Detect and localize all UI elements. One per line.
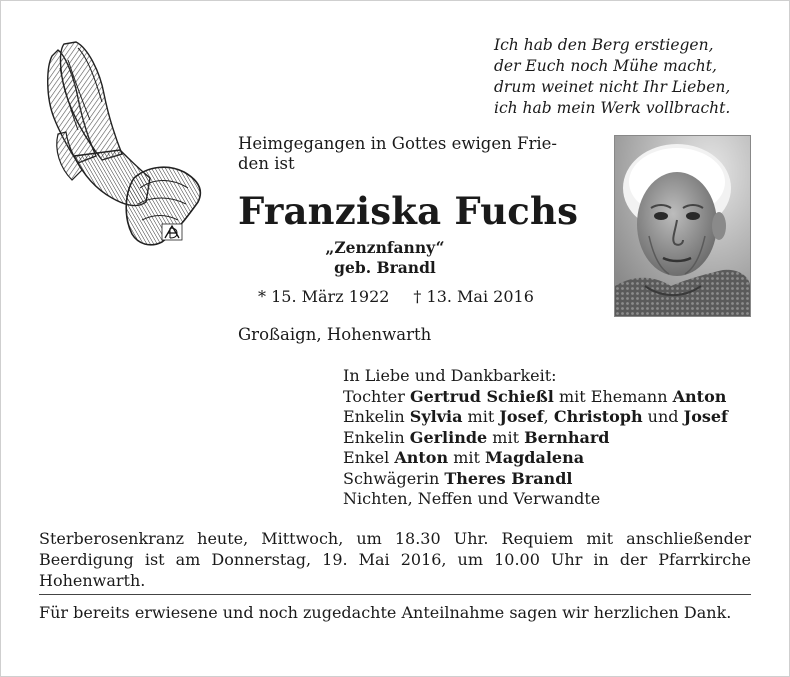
mourner-line — [343, 428, 763, 449]
mourner-name: Josef — [499, 407, 544, 426]
mourners-heading: In Liebe und Dankbarkeit: — [343, 366, 557, 385]
intro-text — [238, 134, 588, 174]
intro-line: Heimgegangen in Gottes ewigen Frie- — [238, 134, 557, 153]
mourner-relation: Tochter — [343, 386, 410, 406]
mourner-relation: , — [543, 407, 554, 426]
deceased-name: Franziska Fuchs — [238, 189, 579, 233]
mourner-name: Anton — [672, 386, 727, 406]
poem — [494, 35, 754, 119]
mourner-relation: und — [642, 407, 684, 426]
mourner-relation: Enkelin — [343, 407, 410, 426]
deceased-nickname: „Zenznfanny“ — [325, 238, 445, 257]
mourner-name: Magdalena — [485, 448, 585, 467]
life-dates — [258, 287, 534, 307]
mourner-name: Anton — [394, 448, 449, 467]
mourner-relation: mit Ehemann — [553, 386, 673, 406]
birth-date: * 15. März 1922 — [258, 287, 390, 306]
death-date: † 13. Mai 2016 — [413, 287, 534, 306]
mourner-name: Theres Brandl — [444, 468, 573, 488]
mourner-name: Gertrud Schießl — [409, 386, 554, 406]
mourner-relation: mit — [448, 448, 485, 467]
portrait-photo — [614, 135, 751, 317]
praying-hands-icon — [38, 38, 206, 248]
mourner-line — [343, 448, 763, 469]
thanks-note: Für bereits erwiesene und noch zugedachte Anteilnahme sagen wir herzlichen Dank. — [39, 603, 732, 622]
divider — [39, 594, 751, 595]
mourner-line — [343, 469, 763, 490]
mourner-name: Sylvia — [409, 407, 463, 426]
poem-line: Ich hab den Berg erstiegen, — [494, 36, 714, 54]
mourners-list — [343, 366, 763, 510]
poem-line: ich hab mein Werk vollbracht. — [494, 99, 731, 117]
durer-monogram-icon — [162, 224, 182, 240]
residence-place: Großaign, Hohenwarth — [238, 325, 432, 344]
mourner-name: Gerlinde — [409, 427, 488, 447]
mourner-line — [343, 489, 763, 510]
mourner-name: Bernhard — [524, 427, 610, 447]
portrait-image — [615, 136, 750, 316]
service-info: Sterberosenkranz heute, Mittwoch, um 18.30 Uhr. Requiem mit anschließender Beerdigung ist am Donnerstag, 19. Mai 2016, um 10.00 Uhr in der Pfarrkirche Hohenwarth. — [39, 529, 751, 590]
mourner-line — [343, 407, 763, 428]
intro-line: den ist — [238, 154, 295, 173]
mourner-relation: Nichten, Neffen und Verwandte — [343, 489, 601, 508]
mourner-line — [343, 387, 763, 408]
mourner-relation: mit — [487, 427, 525, 447]
mourner-relation: Enkel — [343, 448, 395, 467]
mourner-relation: Schwägerin — [343, 468, 445, 488]
mourner-relation: mit — [462, 407, 500, 426]
mourner-name: Josef — [683, 407, 728, 426]
poem-line: drum weinet nicht Ihr Lieben, — [494, 78, 731, 96]
deceased-birth-name: geb. Brandl — [334, 258, 436, 277]
mourner-relation: Enkelin — [343, 427, 410, 447]
poem-line: der Euch noch Mühe macht, — [494, 57, 717, 75]
mourner-name: Christoph — [553, 407, 643, 426]
